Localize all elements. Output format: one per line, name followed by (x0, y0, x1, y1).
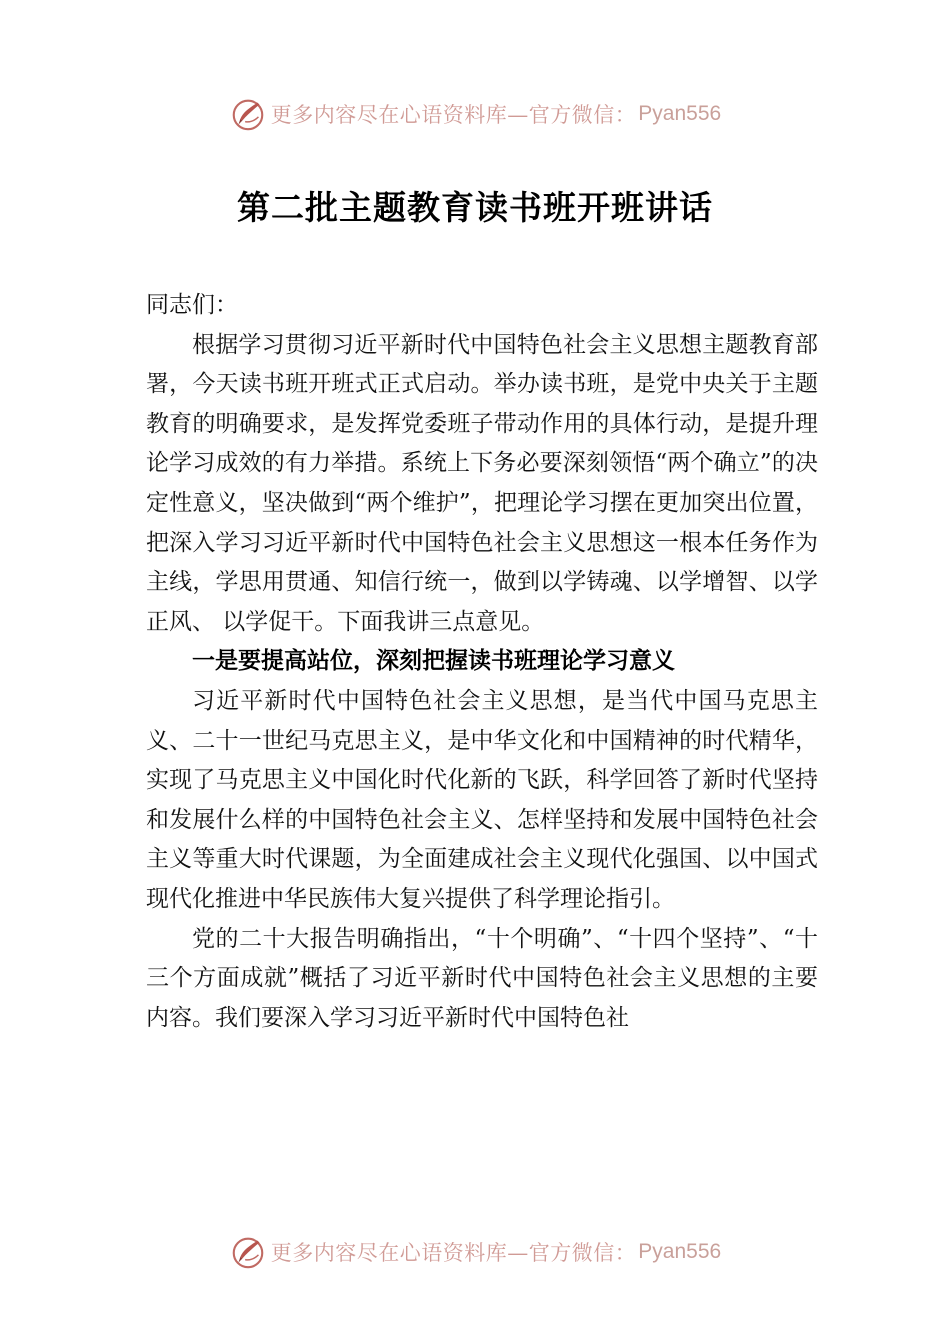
salutation: 同志们： (146, 292, 238, 318)
watermark-wechat-id: Pyan556 (638, 102, 722, 125)
watermark-wechat-id: Pyan556 (638, 1240, 722, 1263)
intro-paragraph: 根据学习贯彻习近平新时代中国特色社会主义思想主题教育部署，今天读书班开班式正式启动。举办读书班，是党中央关于主题教育的明确要求，是发挥党委班子带动作用的具体行动，是提升理论学习成效的有力举措。系统上下务必要深刻领悟“两个确立”的决定性意义，坚决做到“两个维护”，把理论学习摆在更加突出位置，把深入学习习近平新时代中国特色社会主义思想这一根本任务作为主线，学思用贯通、知信行统一，做到以学铸魂、以学增智、以学正风、 以学促干。下面我讲三点意见。 (146, 331, 818, 635)
document-title: 第二批主题教育读书班开班讲话 (237, 188, 713, 227)
header-watermark (0, 92, 950, 136)
footer-watermark (0, 1230, 950, 1274)
pen-logo-icon (229, 1233, 267, 1271)
section-paragraph: 党的二十大报告明确指出，“十个明确”、“十四个坚持”、“十三个方面成就”概括了习近平新时代中国特色社会主义思想的主要内容。我们要深入学习习近平新时代中国特色社 (146, 925, 818, 1031)
section-paragraph: 习近平新时代中国特色社会主义思想，是当代中国马克思主义、二十一世纪马克思主义，是中华文化和中国精神的时代精华，实现了马克思主义中国化时代化新的飞跃，科学回答了新时代坚持和发展什么样的中国特色社会主义、怎样坚持和发展中国特色社会主义等重大时代课题，为全面建成社会主义现代化强国、以中国式现代化推进中华民族伟大复兴提供了科学理论指引。 (146, 687, 818, 912)
document-body (146, 286, 818, 1038)
section-heading: 一是要提高站位，深刻把握读书班理论学习意义 (192, 648, 675, 675)
pen-logo-icon (229, 95, 267, 133)
watermark-text: 更多内容尽在心语资料库—官方微信： (270, 1241, 637, 1265)
watermark-text: 更多内容尽在心语资料库—官方微信： (270, 103, 637, 127)
